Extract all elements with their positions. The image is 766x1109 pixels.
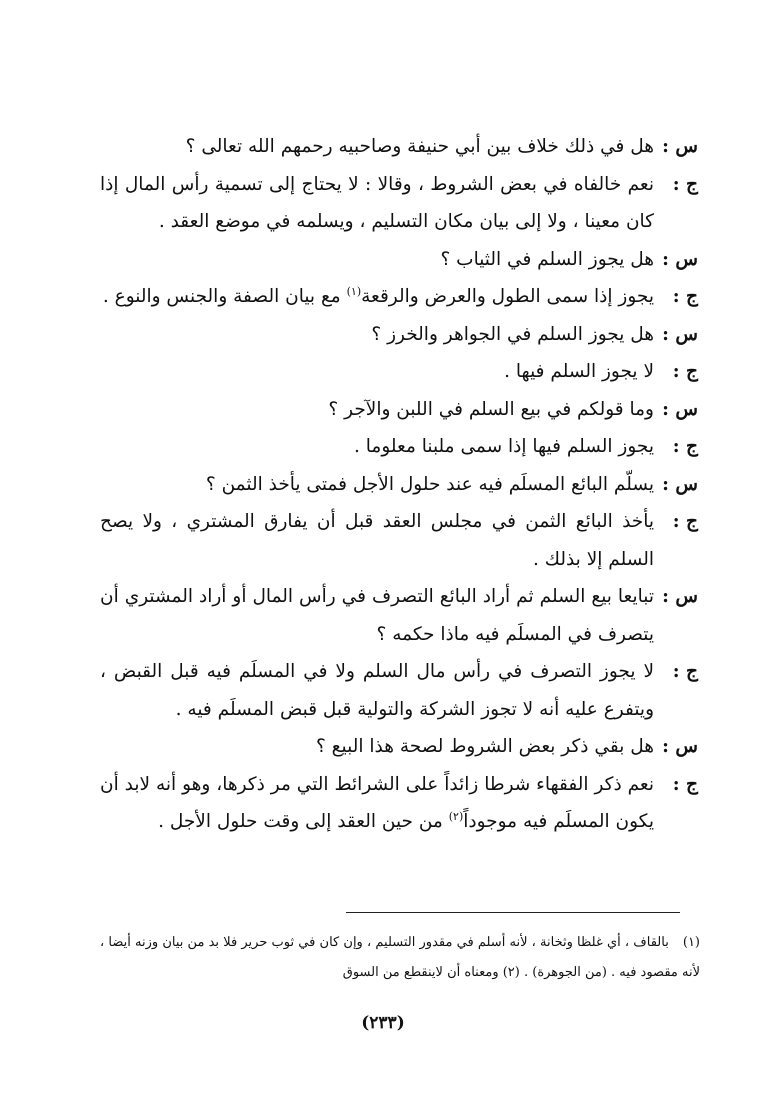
qa-label: ج : — [672, 361, 698, 382]
qa-text: هل يجوز السلم في الجواهر والخرز ؟ — [371, 323, 654, 345]
footnote-number: (١) — [682, 935, 700, 950]
qa-label: س : — [662, 248, 698, 270]
qa-label: س : — [662, 473, 698, 495]
qa-label: ج : — [672, 511, 698, 532]
footnotes — [100, 928, 700, 988]
footnote-divider — [346, 912, 680, 913]
qa-answer — [100, 766, 698, 841]
qa-question — [100, 728, 698, 766]
qa-label: س : — [662, 398, 698, 420]
qa-text: يسلّم البائع المسلَم فيه عند حلول الأجل فمتى يأخذ الثمن ؟ — [205, 473, 654, 495]
qa-label: س : — [662, 323, 698, 345]
qa-question — [100, 391, 698, 429]
page-number: (٢٣٣) — [361, 1013, 405, 1033]
qa-text: لا يجوز التصرف في رأس مال السلم ولا في المسلَم فيه قبل القبض ، ويتفرع عليه أنه لا تجوز الشركة والتولية قبل قبض المسلَم فيه . — [100, 661, 654, 720]
qa-text-part: يجوز إذا سمى الطول والعرض والرقعة — [361, 286, 654, 307]
qa-label: س : — [662, 136, 698, 157]
qa-text: هل يجوز السلم في الثياب ؟ — [440, 248, 654, 270]
qa-label: ج : — [672, 286, 698, 307]
qa-answer — [100, 653, 698, 728]
qa-text-part: نعم ذكر الفقهاء شرطا زائداً على الشرائط التي مر ذكرها، وهو أنه لابد أن يكون المسلَم فيه موجوداً — [100, 773, 654, 832]
qa-text: يجوز السلم فيها إذا سمى ملبنا معلوما . — [354, 436, 654, 457]
qa-question — [100, 128, 698, 166]
qa-question — [100, 316, 698, 354]
qa-label: س : — [662, 586, 698, 607]
qa-answer — [100, 166, 698, 241]
qa-label: ج : — [672, 173, 698, 195]
qa-text: هل بقي ذكر بعض الشروط لصحة هذا البيع ؟ — [315, 736, 654, 757]
qa-question — [100, 578, 698, 653]
qa-text: تبايعا بيع السلم ثم أراد البائع التصرف في رأس المال أو أراد المشتري أن يتصرف في المسلَم فيه ماذا حكمه ؟ — [100, 586, 654, 645]
qa-body — [100, 128, 698, 841]
qa-text-part: من حين العقد إلى وقت حلول الأجل . — [158, 811, 449, 832]
qa-label: ج : — [672, 773, 698, 795]
qa-text: لا يجوز السلم فيها . — [504, 361, 654, 382]
qa-text: نعم خالفاه في بعض الشروط ، وقالا : لا يحتاج إلى تسمية رأس المال إذا كان معينا ، ولا إلى بيان مكان التسليم ، ويسلمه في موضع العقد . — [100, 173, 654, 232]
qa-label: ج : — [672, 436, 698, 457]
qa-text: يأخذ البائع الثمن في مجلس العقد قبل أن يفارق المشتري ، ولا يصح السلم إلا بذلك . — [100, 511, 654, 570]
qa-answer — [100, 428, 698, 466]
qa-text: هل في ذلك خلاف بين أبي حنيفة وصاحبيه رحمهم الله تعالى ؟ — [185, 136, 654, 157]
qa-text-part: مع بيان الصفة والجنس والنوع . — [102, 286, 347, 307]
footnote-reference: (٢) — [448, 809, 464, 823]
qa-question — [100, 241, 698, 279]
qa-answer — [100, 278, 698, 316]
qa-text — [100, 278, 654, 316]
qa-answer — [100, 353, 698, 391]
footnote-reference: (١) — [346, 284, 362, 298]
qa-answer — [100, 503, 698, 578]
qa-question — [100, 466, 698, 504]
qa-text: وما قولكم في بيع السلم في اللبن والآجر ؟ — [328, 398, 654, 420]
qa-label: س : — [662, 736, 698, 757]
qa-text — [100, 766, 654, 841]
qa-label: ج : — [672, 661, 698, 682]
footnote-text: بالقاف ، أي غلظا وثخانة ، لأنه أسلم في مقدور التسليم ، وإن كان في ثوب حرير فلا بد من بيان وزنه أيضا ، لأنه مقصود فيه . (من الجوهرة) . (٢) ومعناه أن لاينقطع من السوق — [100, 935, 700, 980]
